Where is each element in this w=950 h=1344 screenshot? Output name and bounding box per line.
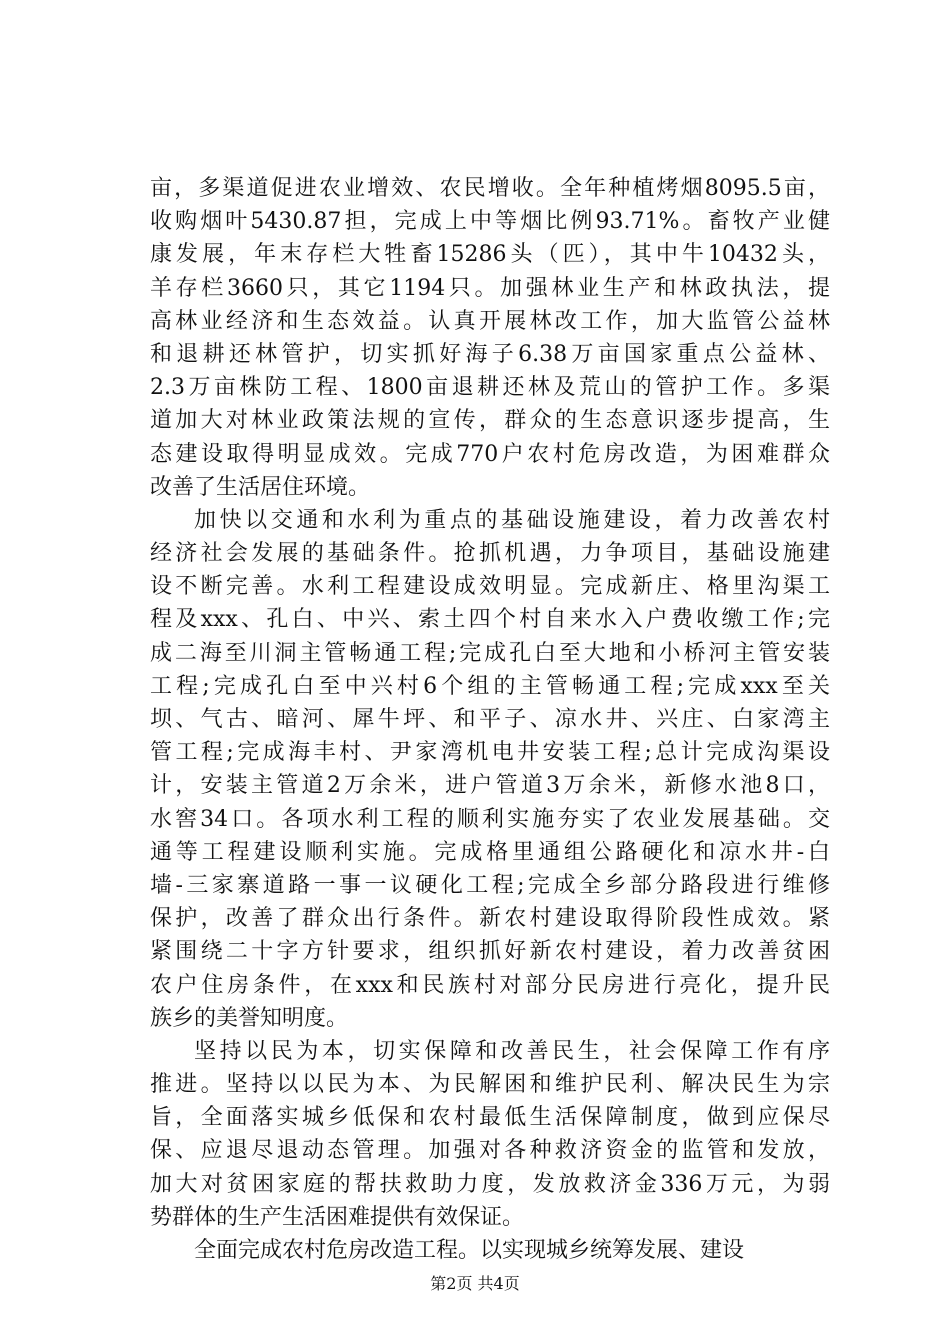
text-line: 成二海至川洞主管畅通工程;完成孔白至大地和小桥河主管安装 <box>150 640 830 666</box>
paragraph <box>150 1234 830 1267</box>
paragraph <box>150 1035 830 1234</box>
text-line: 紧围绕二十字方针要求，组织抓好新农村建设，着力改善贫困 <box>150 939 830 965</box>
text-line: 工程;完成孔白至中兴村6个组的主管畅通工程;完成xxx至关 <box>150 673 830 699</box>
text-line: 加大对贫困家庭的帮扶救助力度，发放救济金336万元，为弱 <box>150 1171 830 1197</box>
text-line: 道加大对林业政策法规的宣传，群众的生态意识逐步提高，生 <box>150 408 830 434</box>
text-line: 坚持以民为本，切实保障和改善民生，社会保障工作有序 <box>194 1038 830 1064</box>
text-line: 2.3万亩株防工程、1800亩退耕还林及荒山的管护工作。多渠 <box>150 375 830 401</box>
text-line: 收购烟叶5430.87担，完成上中等烟比例93.71%。畜牧产业健 <box>150 209 830 235</box>
text-line: 农户住房条件，在xxx和民族村对部分民房进行亮化，提升民 <box>150 972 830 998</box>
text-line: 墙-三家寨道路一事一议硬化工程;完成全乡部分路段进行维修 <box>150 872 830 898</box>
paragraph <box>150 172 830 504</box>
text-line: 态建设取得明显成效。完成770户农村危房改造，为困难群众 <box>150 441 830 467</box>
text-line: 程及xxx、孔白、中兴、索土四个村自来水入户费收缴工作;完 <box>150 607 830 633</box>
text-line: 通等工程建设顺利实施。完成格里通组公路硬化和凉水井-白 <box>150 839 830 865</box>
text-line: 康发展，年末存栏大牲畜15286头（匹），其中牛10432头， <box>150 242 830 268</box>
text-line: 和退耕还林管护，切实抓好海子6.38万亩国家重点公益林、 <box>150 341 830 367</box>
page-footer <box>0 1274 950 1294</box>
text-line: 高林业经济和生态效益。认真开展林改工作，加大监管公益林 <box>150 308 830 334</box>
document-body <box>150 172 830 1267</box>
text-line: 保、应退尽退动态管理。加强对各种救济资金的监管和发放， <box>150 1138 830 1164</box>
text-line: 改善了生活居住环境。 <box>150 474 371 500</box>
text-line: 族乡的美誉知明度。 <box>150 1005 349 1031</box>
text-line: 羊存栏3660只，其它1194只。加强林业生产和林政执法，提 <box>150 275 830 301</box>
text-line: 设不断完善。水利工程建设成效明显。完成新庄、格里沟渠工 <box>150 574 830 600</box>
text-line: 保护，改善了群众出行条件。新农村建设取得阶段性成效。紧 <box>150 906 830 932</box>
text-line: 坝、气古、暗河、犀牛坪、和平子、凉水井、兴庄、白家湾主 <box>150 707 830 732</box>
text-line: 管工程;完成海丰村、尹家湾机电井安装工程;总计完成沟渠设 <box>150 740 830 766</box>
text-line: 势群体的生产生活困难提供有效保证。 <box>150 1204 525 1230</box>
page-total: 共4页 <box>477 1274 520 1293</box>
page-number: 第2页 <box>430 1274 473 1293</box>
text-line: 加快以交通和水利为重点的基础设施建设，着力改善农村 <box>194 507 830 533</box>
paragraph <box>150 504 830 1035</box>
text-line: 推进。坚持以以民为本、为民解困和维护民利、解决民生为宗 <box>150 1072 830 1098</box>
text-line: 经济社会发展的基础条件。抢抓机遇，力争项目，基础设施建 <box>150 541 830 567</box>
text-line: 旨，全面落实城乡低保和农村最低生活保障制度，做到应保尽 <box>150 1105 830 1131</box>
text-line: 全面完成农村危房改造工程。以实现城乡统筹发展、建设 <box>194 1238 745 1263</box>
text-line: 水窖34口。各项水利工程的顺利实施夯实了农业发展基础。交 <box>150 806 830 832</box>
text-line: 亩，多渠道促进农业增效、农民增收。全年种植烤烟8095.5亩， <box>150 176 830 201</box>
text-line: 计，安装主管道2万余米，进户管道3万余米，新修水池8口， <box>150 773 830 799</box>
